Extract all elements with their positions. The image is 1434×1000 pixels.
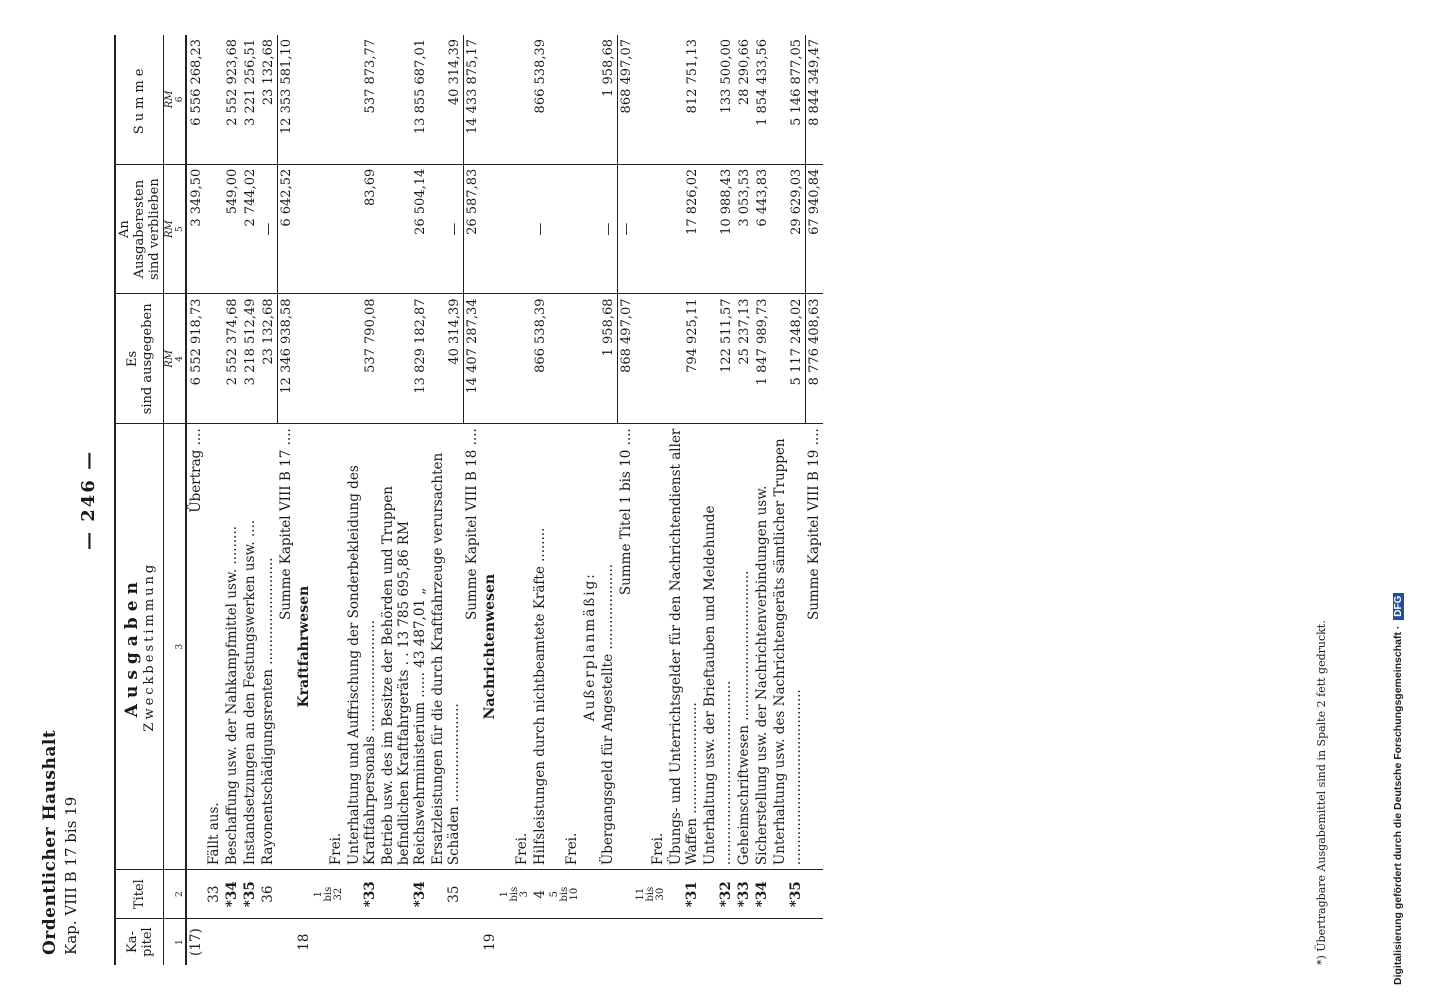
table-row: [753, 35, 771, 965]
ledger-table: [114, 35, 823, 965]
cell-tit: 1 bis 32: [313, 870, 345, 919]
header-subtitle: Kap. VIII B 17 bis 19: [62, 796, 80, 955]
cell-desc: Summe Kapitel VIII B 19 ....: [805, 424, 823, 870]
colnum-4: 4: [175, 294, 186, 424]
cell-c5: 83,69: [345, 164, 379, 294]
cell-desc: Unterhaltung usw. des Nachrichtengeräts sämtlicher Truppen .........................................: [771, 424, 805, 870]
col-ausgegeben-header: Es sind ausgegeben: [115, 294, 164, 424]
table-row: [735, 35, 753, 965]
section-row: [481, 35, 499, 965]
cell-tit: *33: [735, 870, 753, 919]
cell-c4: 794 925,11: [667, 294, 701, 424]
cell-c5: —: [599, 164, 617, 294]
cell-tit: *34: [379, 870, 429, 919]
cell-c4: 3 218 512,49: [241, 294, 259, 424]
cell-c5: 3 349,50: [186, 164, 205, 294]
page-header: [40, 495, 80, 955]
unit-c4: RM: [164, 294, 176, 424]
table-row: [549, 35, 581, 965]
section-heading: Kraftfahrwesen: [295, 424, 313, 870]
cell-c4: 2 552 374,68: [223, 294, 241, 424]
cell-tit: 33: [205, 870, 223, 919]
cell-desc: Hilfsleistungen durch nichtbeamtete Kräfte ........: [531, 424, 549, 870]
cell-c6: 1 854 433,56: [753, 35, 771, 164]
cell-c5: 10 988,43: [701, 164, 735, 294]
cell-c6: 23 132,68: [259, 35, 277, 164]
cell-desc: Frei.: [499, 424, 531, 870]
cell-c5: 549,00: [223, 164, 241, 294]
cell-tit: *35: [771, 870, 805, 919]
cell-c5: 29 629,03: [771, 164, 805, 294]
col-titel-header: Titel: [115, 870, 164, 919]
table-row: [379, 35, 429, 965]
cell-c6: 12 353 581,10: [277, 35, 295, 164]
cell-desc: Beschaffung usw. der Nahkampfmittel usw. .........: [223, 424, 241, 870]
cell-desc: Ersatzleistungen für die durch Kraftfahrzeuge verursachten Schäden .......................: [429, 424, 463, 870]
cell-desc: Geheimschriftwesen ...................................: [735, 424, 753, 870]
unit-c6: RM: [164, 35, 176, 164]
cell-c6: 6 556 268,23: [186, 35, 205, 164]
cell-c6: 40 314,39: [429, 35, 463, 164]
cell-c5: 67 940,84: [805, 164, 823, 294]
sum-row: [463, 35, 481, 965]
cell-desc: Unterhaltung usw. der Brieftauben und Meldehunde ...........................................: [701, 424, 735, 870]
colnum-2: 2: [175, 870, 186, 919]
cell-c6: 5 146 877,05: [771, 35, 805, 164]
cell-c4: 866 538,39: [531, 294, 549, 424]
colnum-6: 6: [175, 35, 186, 164]
cell-c5: —: [531, 164, 549, 294]
cell-c4: 1 847 989,73: [753, 294, 771, 424]
cell-c5: —: [259, 164, 277, 294]
cell-c5: 2 744,02: [241, 164, 259, 294]
table-row: [771, 35, 805, 965]
table-row: [223, 35, 241, 965]
cell-desc: Instandsetzungen an den Festungswerken usw. ....: [241, 424, 259, 870]
cell-c5: 26 587,83: [463, 164, 481, 294]
cell-c4: 40 314,39: [429, 294, 463, 424]
cell-tit: 36: [259, 870, 277, 919]
rotated-ledger-page: [30, 35, 1360, 965]
table-row: [259, 35, 277, 965]
table-row: [429, 35, 463, 965]
cell-desc: Summe Titel 1 bis 10 ....: [617, 424, 635, 870]
cell-c6: 2 552 923,68: [223, 35, 241, 164]
cell-c5: 6 443,83: [753, 164, 771, 294]
cell-c6: 8 844 349,47: [805, 35, 823, 164]
cell-c4: 1 958,68: [599, 294, 617, 424]
cell-desc: Unterhaltung und Auffrischung der Sonderbekleidung des Kraftfahrpersonals ..........................: [345, 424, 379, 870]
cell-c4: 14 407 287,34: [463, 294, 481, 424]
cell-desc: Frei.: [635, 424, 667, 870]
cell-c6: 133 500,00: [701, 35, 735, 164]
table-row: [241, 35, 259, 965]
cell-c4: 537 790,08: [345, 294, 379, 424]
cell-c6: 13 855 687,01: [379, 35, 429, 164]
cell-c4: 122 511,57: [701, 294, 735, 424]
section-heading: Nachrichtenwesen: [481, 424, 499, 870]
table-row: [205, 35, 223, 965]
cell-c4: 8 776 408,63: [805, 294, 823, 424]
table-row: [701, 35, 735, 965]
cell-tit: 4: [531, 870, 549, 919]
cell-c4: 868 497,07: [617, 294, 635, 424]
cell-desc: Sicherstellung usw. der Nachrichtenverbindungen usw.: [753, 424, 771, 870]
cell-tit: *35: [241, 870, 259, 919]
cell-desc: Summe Kapitel VIII B 17 ....: [277, 424, 295, 870]
table-row: [186, 35, 205, 965]
cell-kap: 18: [296, 933, 312, 951]
cell-c6: 866 538,39: [531, 35, 549, 164]
cell-tit: *34: [753, 870, 771, 919]
digitization-credit: [1392, 5, 1404, 985]
table-row: [313, 35, 345, 965]
sum-row: [277, 35, 295, 965]
section-row: [295, 35, 313, 965]
cell-tit: *31: [667, 870, 701, 919]
cell-tit: 1 bis 3: [499, 870, 531, 919]
cell-c5: 3 053,53: [735, 164, 753, 294]
cell-c4: 23 132,68: [259, 294, 277, 424]
cell-c5: 17 826,02: [667, 164, 701, 294]
unit-c5: RM: [164, 164, 176, 294]
table-row: [599, 35, 617, 965]
cell-c6: 868 497,07: [617, 35, 635, 164]
cell-tit: *34: [223, 870, 241, 919]
cell-desc: Frei.: [549, 424, 581, 870]
page-number: — 246 —: [78, 449, 99, 550]
cell-tit: 11 bis 30: [635, 870, 667, 919]
cell-desc: Rayonentschädigungsrenten .........................: [259, 424, 277, 870]
cell-c5: 26 504,14: [379, 164, 429, 294]
table-row: [667, 35, 701, 965]
cell-tit: *32: [701, 870, 735, 919]
cell-c5: —: [617, 164, 635, 294]
cell-desc: Frei.: [313, 424, 345, 870]
colnum-5: 5: [175, 164, 186, 294]
colnum-1: 1: [175, 919, 186, 965]
cell-c6: 812 751,13: [667, 35, 701, 164]
cell-c4: 5 117 248,02: [771, 294, 805, 424]
colnum-3: 3: [175, 424, 186, 870]
cell-c4: 13 829 182,87: [379, 294, 429, 424]
cell-c6: 537 873,77: [345, 35, 379, 164]
cell-c4: 6 552 918,73: [186, 294, 205, 424]
cell-c6: 14 433 875,17: [463, 35, 481, 164]
table-row: [531, 35, 549, 965]
cell-c5: —: [429, 164, 463, 294]
zweckbestimmung-subtitle: Zweckbestimmung: [142, 561, 157, 732]
sum-row: [805, 35, 823, 965]
cell-kap: 19: [482, 933, 498, 951]
cell-desc: Summe Kapitel VIII B 18 ....: [463, 424, 481, 870]
col-ausgabereste-header: An Ausgaberesten sind verblieben: [115, 164, 164, 294]
cell-desc: Außerplanmäßig:: [581, 424, 599, 870]
cell-c5: 6 642,52: [277, 164, 295, 294]
cell-c4: 12 346 938,58: [277, 294, 295, 424]
col-summe-header: Summe: [115, 35, 164, 164]
cell-desc: Betrieb usw. des im Besitze der Behörden und Truppen befindlichen Kraftfahrgeräts . . 13 785 695,86 RM Reichswehrministerium ...... 43 487,01 „: [379, 424, 429, 870]
cell-c6: 1 958,68: [599, 35, 617, 164]
cell-c4: 25 237,13: [735, 294, 753, 424]
footnote: *) Übertragbare Ausgabemittel sind in Spalte 2 fett gedruckt.: [1315, 620, 1328, 965]
dfg-logo: DFG: [1393, 593, 1404, 620]
ausgaben-title: Ausgaben: [122, 576, 142, 718]
cell-tit: *33: [345, 870, 379, 919]
cell-tit: 5 bis 10: [549, 870, 581, 919]
table-row: [499, 35, 531, 965]
cell-tit: 35: [429, 870, 463, 919]
cell-desc: Übertrag ....: [186, 424, 205, 870]
cell-kap: (17): [188, 928, 204, 956]
cell-desc: Übergangsgeld für Angestellte ....................: [599, 424, 617, 870]
cell-desc: Fällt aus.: [205, 424, 223, 870]
cell-desc: Übungs- und Unterrichtsgelder für den Nachrichtendienst aller Waffen ..........................: [667, 424, 701, 870]
table-row: [581, 35, 599, 965]
col-ausgaben-header: [115, 424, 164, 870]
table-row: [635, 35, 667, 965]
credit-text: Digitalisierung gefördert durch die Deutsche Forschungsgemeinschaft ·: [1392, 625, 1404, 985]
header-title: Ordentlicher Haushalt: [40, 729, 60, 955]
cell-c6: 3 221 256,51: [241, 35, 259, 164]
sum-row: [617, 35, 635, 965]
col-kapitel-header: Ka- pitel: [115, 919, 164, 965]
table-row: [345, 35, 379, 965]
cell-c6: 28 290,66: [735, 35, 753, 164]
